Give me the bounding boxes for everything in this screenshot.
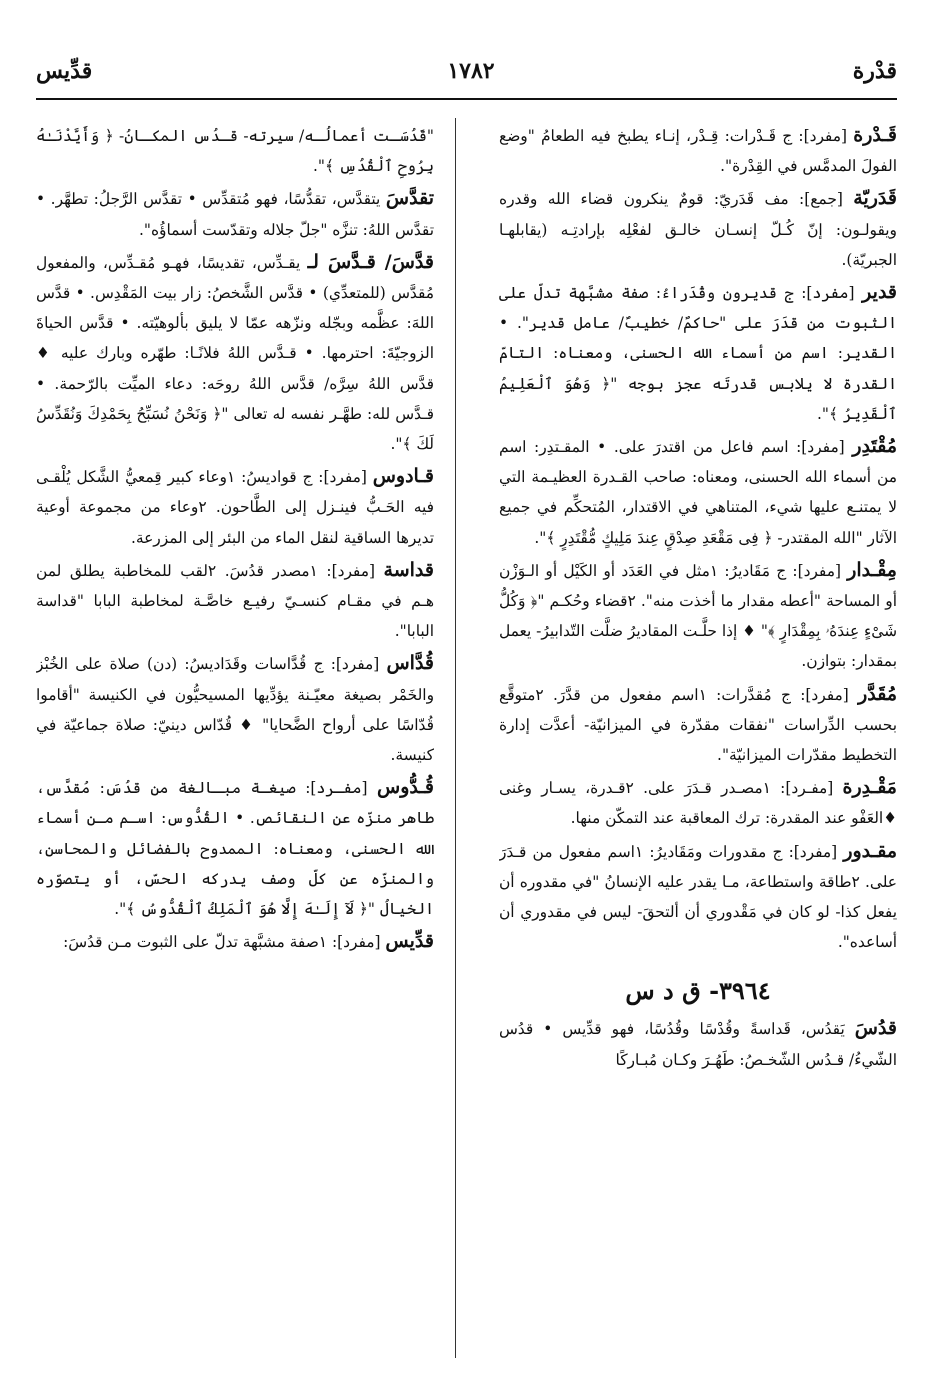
dictionary-entry <box>499 183 897 275</box>
entry-definition: [مفرد]: ج مقدورات ومَقَاديرُ: ١اسم مفعول من قـدَرَ على. ٢طاقة واستطاعة، مـا يقدر عليه الإنسانُ "في مقدوره أن يفعل كذا- لو كان في مَقْدوري أن ألتحقَ- ليس في مقدوري أن أساعده". <box>499 842 897 952</box>
entry-headword: قداسة <box>383 558 434 581</box>
dictionary-entry <box>36 555 434 647</box>
entry-headword: قُـدُّوس <box>377 776 434 799</box>
running-head-first-word: قدْرة <box>852 58 897 84</box>
dictionary-entry <box>36 772 434 924</box>
dictionary-entry <box>499 836 897 958</box>
entry-headword: قدَّسَ/ قـدَّسَ لـ <box>307 250 434 273</box>
entry-definition: [مفرد]: ج قواديسُ: ١وعاء كبير قِمعيُّ الشَّكل يُلْقـى فيه الحَـبُّ فينـزل إلى الطَّاحون. ٢وعاء من مجموعة أوعية تديرها الساقية لنقل الماء من البئر إلى المزرعة. <box>36 468 434 547</box>
entry-headword: قَدَريّة <box>853 187 897 210</box>
dictionary-entry <box>499 1013 897 1074</box>
right-column <box>499 120 897 1365</box>
entry-definition: [مفرد]: ج مَقَاديرُ: ١مثل في العَدَد أو الكَيْل أو الـوَزْن أو المساحة "أعطه مقدار ما أخذت منه". ٢قضاء وحُكـم "﴿ وَكُلُّ شَىْءٍ عِندَهُۥ بِمِقْدَارٍ ﴾" ♦ إذا حلَّـت المقاديرُ ضلَّت التّدابيرُ- يعمل بمقدار: بتوازن. <box>499 561 897 671</box>
entry-headword: قدُسَ <box>854 1017 897 1040</box>
entry-definition: يقـدِّس، تقديسًا، فهـو مُقـدِّس، والمفعول مُقدَّس (للمتعدِّي) • قدَّس الشَّخصُ: زار بيت المَقْدِس. • قدَّس اللهَ: عظَّمه وبجّله ونزّهه عمّا لا يليق بألوهيّته. • قدَّس الحياةَ الزوجيّةَ: احترمها. • قـدَّس اللهُ فلانًـا: طهّره وبارك عليه ♦ قدَّس اللهُ سِرَّه/ قدَّس اللهُ روحَه: دعاء الميِّت بالرّحمة. • قـدَّس لله: طهَّـر نفسه له تعالى "﴿ وَنَحْنُ نُسَبِّحُ بِحَمْدِكَ وَنُقَدِّسُ لَكَ ﴾". <box>36 253 434 454</box>
dictionary-entry <box>499 120 897 181</box>
entry-definition: يتقدَّس، تقدُّسًا، فهو مُتقدِّس • تقدَّس الرَّجلُ: تطهَّر. • تقدَّس اللهُ: تنزَّه "جلّ جلاله وتقدّست أسماؤُه". <box>36 190 434 239</box>
entry-definition: "قَدُسَـت أعمالُـه/ سيرته- قـدُس المكـانُ- ﴿ وَأَيَّدْنَـٰهُ بِرُوحِ ٱلْقُدُسِ ﴾". <box>36 127 434 176</box>
entry-definition: [مفرد]: ج قديرون وقُدَراءُ: صفة مشبَّهة تدلّ على الثبوت من قدَرَ على "حاكمٌ/ خطيبٌ/ عامل قدير". • القدير: اسم من أسماء الله الحسنى، ومعناه: التامّ القدرة لا يلابس قدرتَه عجز بوجه "﴿ وَهُوَ ٱلْعَلِيمُ ٱلْقَدِيرُ ﴾". <box>499 284 897 423</box>
entry-headword: قـادوس <box>372 465 434 488</box>
entry-definition: [جمع]: مف قَدَريّ: قومٌ ينكرون قضاء الله وقدره ويقولـون: إنّ كُـلّ إنسـان خالـق لفعْلِه بإرادتِـه (يقابلهـا الجبريّة). <box>499 190 897 269</box>
running-head-last-word: قدِّيس <box>36 58 93 84</box>
page-header <box>36 52 897 92</box>
entry-headword: تقدَّسَ <box>385 187 434 210</box>
page-number: ١٧٨٢ <box>447 58 495 84</box>
dictionary-entry <box>36 120 434 181</box>
entry-headword: مُقْتَدِر <box>852 435 897 458</box>
column-divider <box>455 118 456 1358</box>
dictionary-entry <box>36 926 434 957</box>
dictionary-entry <box>499 277 897 429</box>
entry-headword: مَقْـدِرة <box>842 776 897 799</box>
entry-headword: قَـدْرة <box>853 124 897 146</box>
entry-headword: مُقَدَّر <box>858 682 897 705</box>
entry-headword: قدِّيس <box>385 930 434 953</box>
entry-definition: [مفرد]: ج قُدَّاسات وقَدَاديسُ: (دن) صلاة على الخُبْز والخَمْر بصيغة معيّـنة يؤدِّيها المسيحيُّون في الكنيسة "أقاموا قُدّاسًا على أرواح الضَّحايا" ♦ قُدّاس دينيّ: صلاة جماعيّة في كنيسة. <box>36 655 434 765</box>
dictionary-entry <box>499 679 897 771</box>
dictionary-entry <box>36 648 434 770</box>
dictionary-entry <box>499 555 897 677</box>
entry-definition: [مفـرد]: ١مصـدر قـدَرَ على. ٢قـدرة، يسـار وغنى ♦العَفْو عند المقدرة: ترك المعاقبة عند التمكّن منها. <box>499 779 897 828</box>
entry-headword: مِقْـدار <box>847 558 897 581</box>
dictionary-entry <box>499 772 897 833</box>
entry-headword: مقـدور <box>843 839 897 862</box>
dictionary-entry <box>36 247 434 459</box>
entry-definition: [مفـرد]: صيغـة مبـالغة من قدُسَ: مُقدَّس، طاهر منزّه عن النقائص. • القُدُّوس: اسـم مـن أسماء الله الحسنى، ومعناه: الممدوح بالفضائل والمحاسن، والمنزّه عن كلّ وصف يدركه الحسّ، أو يتصوّره الخيالُ "﴿ لَآ إِلَـٰهَ إِلَّا هُوَ ٱلْمَلِكُ ٱلْقُدُّوسُ ﴾". <box>36 779 434 919</box>
dictionary-entry <box>499 431 897 553</box>
entry-headword: قُدَّاس <box>386 652 434 675</box>
left-column <box>36 120 434 1365</box>
entry-definition: [مفرد]: اسم فاعل من اقتدرَ على. • المقـتدِر: اسم من أسماء الله الحسنى، ومعناه: صاحب القـدرة العظيـمة التي لا يمتنـع عليها شيء، المتناهي في الاقتدار، المُتحكِّم في جميع الآثار "الله المقتدر- ﴿ فِى مَقْعَدِ صِدْقٍ عِندَ مَلِيكٍ مُّقْتَدِرٍ ﴾". <box>499 438 897 547</box>
entry-definition: [مفرد]: ج قَـدْرات: قِـدْر، إنـاء يطبخ فيه الطعامُ "وضع الفولَ المدمَّس في القِدْرة". <box>499 127 897 176</box>
dictionary-entry <box>36 183 434 244</box>
dictionary-entry <box>36 461 434 553</box>
entry-definition: يَقدُس، قَداسةً وقُدْسًا وقُدُسًا، فهو قدِّيس • قدُس الشّيءُ/ قـدُس الشّخـصُ: طَهُـرَ وكـان مُبـاركًا <box>499 1020 897 1069</box>
entry-definition: [مفرد]: ج مُقدَّرات: ١اسم مفعول من قدَّرَ. ٢متوقَّع بحسب الدِّراسات "نفقات مقدّرة في الميزانيّة- أعدَّت إدارة التخطيط مقدّرات الميزانيّة". <box>499 685 897 765</box>
entry-definition: [مفرد]: ١صفة مشبَّهة تدلّ على الثبوت مـن قدُسَ: <box>63 933 386 952</box>
header-rule <box>36 98 897 100</box>
entry-definition: [مفرد]: ١مصدر قدُسَ. ٢لقب للمخاطبة يطلق لمن هـم في مقـام كنسـيّ رفيـع خاصَّـة لمخاطبة البابا "قداسة البابا". <box>36 561 434 641</box>
entry-headword: قدير <box>862 281 897 304</box>
root-heading: ٣٩٦٤- ق د س <box>625 976 771 1006</box>
